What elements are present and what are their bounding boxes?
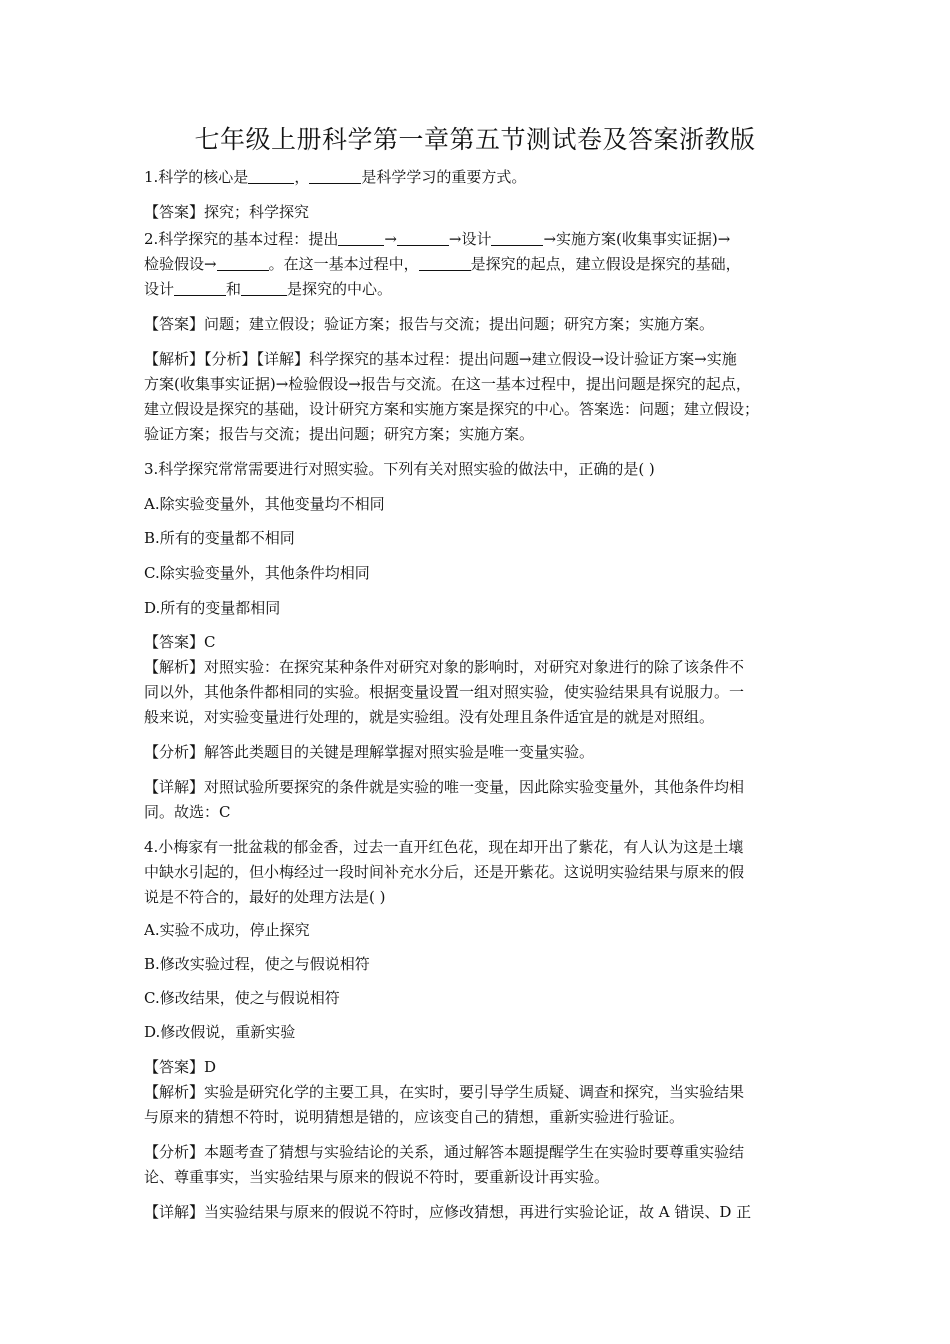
line-text: 说是不符合的，最好的处理方法是( ) (144, 888, 386, 906)
text-line (144, 860, 816, 884)
text-line (144, 952, 816, 976)
text-line (144, 422, 816, 446)
line-text: 【解析】实验是研究化学的主要工具，在实时，要引导学生质疑、调查和探究，当实验结果 (144, 1083, 745, 1101)
text-line (144, 1165, 816, 1189)
text-line (144, 492, 816, 516)
line-text: 是科学学习的重要方式。 (361, 168, 527, 186)
text-line (144, 252, 816, 276)
line-text: 3.科学探究常常需要进行对照实验。下列有关对照实验的做法中，正确的是( ) (144, 460, 655, 478)
line-text: ， (294, 168, 310, 186)
line-text: 2.科学探究的基本过程：提出 (144, 230, 339, 248)
line-text: 【分析】本题考查了猜想与实验结论的关系，通过解答本题提醒学生在实验时要尊重实验结 (144, 1143, 745, 1161)
line-text: 【解析】【分析】【详解】科学探究的基本过程：提出问题→建立假设→设计验证方案→实施 (144, 350, 737, 368)
fill-in-blank (248, 167, 294, 184)
text-line (144, 885, 816, 909)
text-line (144, 655, 816, 679)
line-text: 是探究的中心。 (287, 280, 393, 298)
line-text: 检验假设→ (144, 255, 217, 273)
fill-in-blank (309, 167, 361, 184)
text-line (144, 277, 816, 301)
line-text: C.修改结果，使之与假说相符 (144, 989, 340, 1007)
fill-in-blank (491, 229, 543, 246)
fill-in-blank (338, 229, 384, 246)
text-line (144, 312, 816, 336)
text-line (144, 986, 816, 1010)
line-text: 【详解】当实验结果与原来的假说不符时，应修改猜想，再进行实验论证，故 A 错误、D 正 (144, 1203, 752, 1221)
text-line (144, 775, 816, 799)
text-line (144, 397, 816, 421)
fill-in-blank (217, 254, 269, 271)
fill-in-blank (419, 254, 471, 271)
text-line (144, 347, 816, 371)
text-line (144, 200, 816, 224)
text-line (144, 561, 816, 585)
text-line (144, 526, 816, 550)
line-text: C.除实验变量外，其他条件均相同 (144, 564, 370, 582)
line-text: B.修改实验过程，使之与假说相符 (144, 955, 370, 973)
line-text: 般来说，对实验变量进行处理的，就是实验组。没有处理且条件适宜是的就是对照组。 (144, 708, 715, 726)
text-line (144, 1020, 816, 1044)
fill-in-blank (174, 279, 226, 296)
line-text: → (384, 230, 397, 248)
text-line (144, 835, 816, 859)
line-text: A.除实验变量外，其他变量均不相同 (144, 495, 385, 513)
line-text: 【解析】对照实验：在探究某种条件对研究对象的影响时，对研究对象进行的除了该条件不 (144, 658, 745, 676)
line-text: 是探究的起点，建立假设是探究的基础， (470, 255, 741, 273)
text-line (144, 800, 816, 824)
text-line (144, 705, 816, 729)
text-line (144, 596, 816, 620)
line-text: 同以外，其他条件都相同的实验。根据变量设置一组对照实验，使实验结果具有说服力。一 (144, 683, 745, 701)
text-line (144, 227, 816, 251)
line-text: 【答案】探究；科学探究 (144, 203, 310, 221)
line-text: 中缺水引起的，但小梅经过一段时间补充水分后，还是开紫花。这说明实验结果与原来的假 (144, 863, 745, 881)
line-text: D.修改假说，重新实验 (144, 1023, 296, 1041)
line-text: B.所有的变量都不相同 (144, 529, 295, 547)
line-text: 论、尊重事实，当实验结果与原来的假说不符时，要重新设计再实验。 (144, 1168, 610, 1186)
text-line (144, 1140, 816, 1164)
line-text: 建立假设是探究的基础，设计研究方案和实施方案是探究的中心。答案选：问题；建立假设； (144, 400, 760, 418)
text-line (144, 457, 816, 481)
line-text: 【答案】问题；建立假设；验证方案；报告与交流；提出问题；研究方案；实施方案。 (144, 315, 715, 333)
text-line (144, 630, 816, 654)
text-line (144, 165, 816, 189)
line-text: 1.科学的核心是 (144, 168, 249, 186)
line-text: 方案(收集事实证据)→检验假设→报告与交流。在这一基本过程中，提出问题是探究的起点， (144, 375, 751, 393)
fill-in-blank (397, 229, 449, 246)
line-text: 设计 (144, 280, 175, 298)
line-text: 验证方案；报告与交流；提出问题；研究方案；实施方案。 (144, 425, 535, 443)
text-line (144, 918, 816, 942)
line-text: →实施方案(收集事实证据)→ (543, 230, 731, 248)
line-text: D.所有的变量都相同 (144, 599, 281, 617)
text-line (144, 1080, 816, 1104)
line-text: 【详解】对照试验所要探究的条件就是实验的唯一变量，因此除实验变量外，其他条件均相 (144, 778, 745, 796)
line-text: →设计 (448, 230, 492, 248)
line-text: 【答案】C (144, 633, 216, 651)
text-line (144, 372, 816, 396)
text-line (144, 740, 816, 764)
line-text: 与原来的猜想不符时，说明猜想是错的，应该变自己的猜想，重新实验进行验证。 (144, 1108, 685, 1126)
line-text: 4.小梅家有一批盆栽的郁金香，过去一直开红色花，现在却开出了紫花，有人认为这是土壤 (144, 838, 744, 856)
line-text: A.实验不成功，停止探究 (144, 921, 310, 939)
line-text: 【答案】D (144, 1058, 217, 1076)
line-text: 【分析】解答此类题目的关键是理解掌握对照实验是唯一变量实验。 (144, 743, 595, 761)
line-text: 同。故选：C (144, 803, 231, 821)
line-text: 。在这一基本过程中， (268, 255, 419, 273)
text-line (144, 1200, 816, 1224)
text-line (144, 680, 816, 704)
text-line (144, 1105, 816, 1129)
fill-in-blank (241, 279, 287, 296)
text-line (144, 1055, 816, 1079)
document-title: 七年级上册科学第一章第五节测试卷及答案浙教版 (194, 125, 756, 154)
line-text: 和 (226, 280, 242, 298)
